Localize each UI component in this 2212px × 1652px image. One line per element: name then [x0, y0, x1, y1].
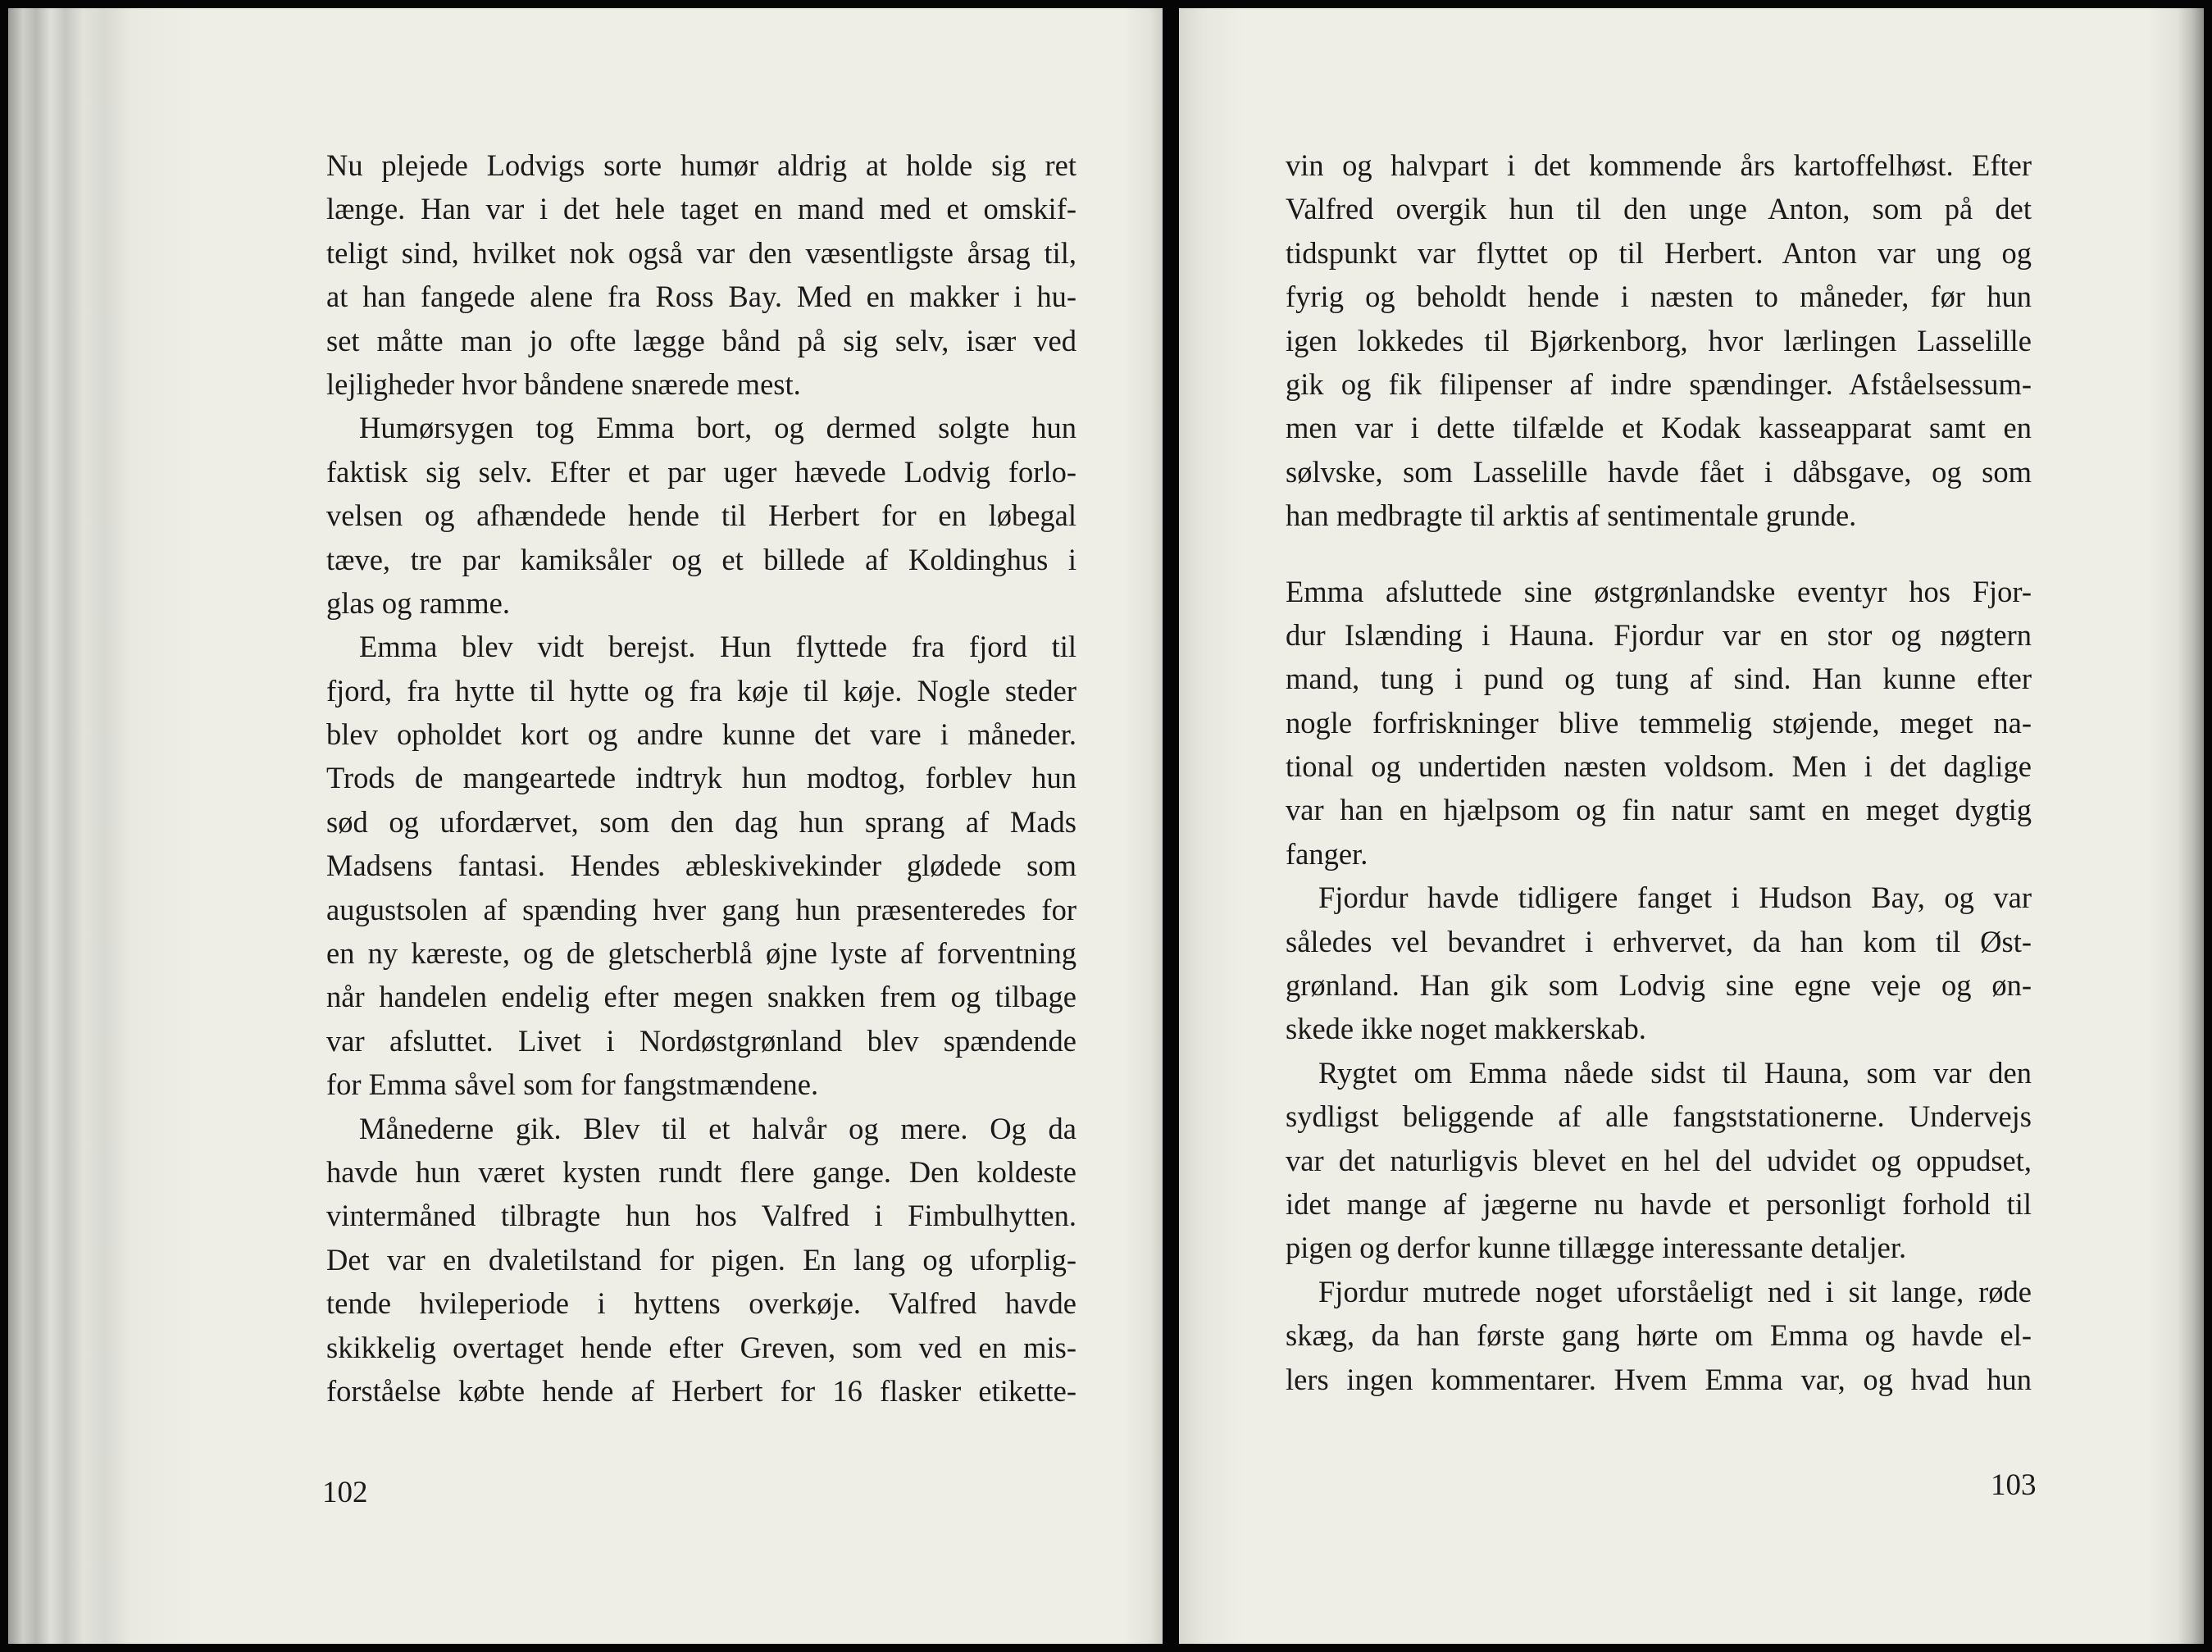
- text-line: nogle forfriskninger blive temmelig støjende, meget na-: [1286, 705, 2032, 740]
- text-line: Nu plejede Lodvigs sorte humør aldrig at holde sig ret: [326, 148, 1076, 182]
- text-line: en ny kæreste, og de gletscherblå øjne lyste af forventning: [326, 936, 1076, 971]
- page-number: 103: [1991, 1468, 2037, 1502]
- right-page-text: [1286, 143, 2032, 1401]
- text-line: igen lokkedes til Bjørkenborg, hvor lærlingen Lasselille: [1286, 323, 2032, 357]
- text-line: Fjordur havde tidligere fanget i Hudson Bay, og var: [1318, 881, 2032, 915]
- text-line: Månederne gik. Blev til et halvår og mere. Og da: [359, 1111, 1076, 1145]
- paragraph: [326, 406, 1076, 625]
- text-line: grønland. Han gik som Lodvig sine egne veje og øn-: [1286, 968, 2032, 1003]
- text-line: Trods de mangeartede indtryk hun modtog, forblev hun: [326, 761, 1076, 795]
- text-line: faktisk sig selv. Efter et par uger hævede Lodvig forlo-: [326, 454, 1076, 489]
- paragraph: [1286, 876, 2032, 1051]
- text-line: pigen og derfor kunne tillægge interessante detaljer.: [1286, 1231, 1907, 1265]
- text-line: for Emma såvel som for fangstmændene.: [326, 1067, 819, 1102]
- text-line: han medbragte til arktis af sentimentale grunde.: [1286, 498, 1857, 533]
- text-line: fyrig og beholdt hende i næsten to måneder, før hun: [1286, 280, 2032, 314]
- text-line: var det naturligvis blevet en hel del udvidet og oppudset,: [1286, 1143, 2032, 1177]
- text-line: sød og ufordærvet, som den dag hun sprang af Mads: [326, 804, 1076, 839]
- text-line: idet mange af jægerne nu havde et personligt forhold til: [1286, 1186, 2032, 1221]
- text-line: Humørsygen tog Emma bort, og dermed solgte hun: [359, 411, 1076, 445]
- text-line: vin og halvpart i det kommende års kartoffelhøst. Efter: [1286, 148, 2032, 182]
- text-line: tidspunkt var flyttet op til Herbert. Anton var ung og: [1286, 235, 2032, 270]
- text-line: teligt sind, hvilket nok også var den væsentligste årsag til,: [326, 235, 1076, 270]
- paragraph: [1286, 143, 2032, 538]
- text-line: lers ingen kommentarer. Hvem Emma var, og hvad hun: [1286, 1362, 2032, 1396]
- text-line: var afsluttet. Livet i Nordøstgrønland blev spændende: [326, 1023, 1076, 1058]
- text-line: var han en hjælpsom og fin natur samt en meget dygtig: [1286, 793, 2032, 827]
- text-line: dur Islænding i Hauna. Fjordur var en stor og nøgtern: [1286, 617, 2032, 652]
- text-line: skikkelig overtaget hende efter Greven, som ved en mis-: [326, 1330, 1076, 1364]
- text-line: længe. Han var i det hele taget en mand med et omskif-: [326, 192, 1076, 226]
- text-line: at han fangede alene fra Ross Bay. Med en makker i hu-: [326, 280, 1076, 314]
- text-line: blev opholdet kort og andre kunne det vare i måneder.: [326, 717, 1076, 752]
- text-line: gik og fik filipenser af indre spændinger. Afståelsessum-: [1286, 366, 2032, 401]
- text-line: men var i dette tilfælde et Kodak kasseapparat samt en: [1286, 411, 2032, 445]
- text-line: mand, tung i pund og tung af sind. Han kunne efter: [1286, 662, 2032, 696]
- text-line: Emma blev vidt berejst. Hun flyttede fra fjord til: [359, 630, 1076, 664]
- text-line: sydligst beliggende af alle fangststationerne. Undervejs: [1286, 1099, 2032, 1134]
- text-line: Valfred overgik hun til den unge Anton, som på det: [1286, 192, 2032, 226]
- text-line: Fjordur mutrede noget uforståeligt ned i sit lange, røde: [1318, 1274, 2032, 1308]
- text-line: fjord, fra hytte til hytte og fra køje til køje. Nogle steder: [326, 673, 1076, 708]
- page-number: 102: [322, 1476, 368, 1509]
- right-page: [1179, 8, 2204, 1644]
- paragraph: [1286, 1051, 2032, 1270]
- text-line: tende hvileperiode i hyttens overkøje. Valfred havde: [326, 1286, 1076, 1321]
- text-line: forståelse købte hende af Herbert for 16 flasker etikette-: [326, 1373, 1076, 1408]
- text-line: sølvske, som Lasselille havde fået i dåbsgave, og som: [1286, 454, 2032, 489]
- text-line: tæve, tre par kamiksåler og et billede af Koldinghus i: [326, 542, 1076, 576]
- left-page: [8, 8, 1163, 1644]
- text-line: havde hun været kysten rundt flere gange. Den koldeste: [326, 1154, 1076, 1189]
- text-line: set måtte man jo ofte lægge bånd på sig selv, især ved: [326, 323, 1076, 357]
- text-line: Madsens fantasi. Hendes æbleskivekinder glødede som: [326, 849, 1076, 883]
- text-line: Rygtet om Emma nåede sidst til Hauna, som var den: [1318, 1055, 2032, 1090]
- text-line: Det var en dvaletilstand for pigen. En lang og uforplig-: [326, 1242, 1076, 1277]
- text-line: glas og ramme.: [326, 585, 511, 620]
- paragraph: [326, 1107, 1076, 1413]
- text-line: når handelen endelig efter megen snakken frem og tilbage: [326, 980, 1076, 1014]
- text-line: fanger.: [1286, 836, 1368, 871]
- left-page-text: [326, 143, 1076, 1413]
- text-line: skede ikke noget makkerskab.: [1286, 1012, 1646, 1046]
- text-line: vintermåned tilbragte hun hos Valfred i Fimbulhytten.: [326, 1199, 1076, 1233]
- paragraph: [1286, 570, 2032, 876]
- paragraph: [326, 143, 1076, 406]
- text-line: således vel bevandret i erhvervet, da han kom til Øst-: [1286, 924, 2032, 958]
- text-line: tional og undertiden næsten voldsom. Men i det daglige: [1286, 749, 2032, 784]
- text-line: lejligheder hvor båndene snærede mest.: [326, 366, 801, 401]
- text-line: Emma afsluttede sine østgrønlandske eventyr hos Fjor-: [1286, 574, 2032, 608]
- paragraph: [1286, 1270, 2032, 1401]
- text-line: velsen og afhændede hende til Herbert for en løbegal: [326, 498, 1076, 533]
- paragraph: [326, 625, 1076, 1106]
- text-line: augustsolen af spænding hver gang hun præsenteredes for: [326, 892, 1076, 926]
- text-line: skæg, da han første gang hørte om Emma og havde el-: [1286, 1318, 2032, 1353]
